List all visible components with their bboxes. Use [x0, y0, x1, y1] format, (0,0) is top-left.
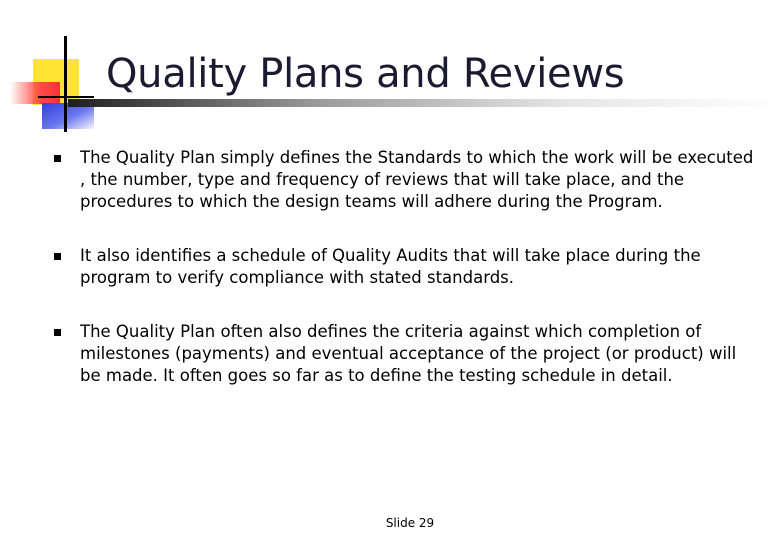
bullet-item — [54, 245, 758, 289]
slide-title: Quality Plans and Reviews — [106, 51, 625, 97]
square-bullet-icon — [54, 253, 61, 260]
bullet-list — [54, 147, 758, 387]
decorative-red-bar — [10, 82, 60, 104]
bullet-text: The Quality Plan simply defines the Standards to which the work will be executed , the number, type and frequency of reviews that will take place, and the procedures to which the design teams will adhere during the Program. — [80, 148, 754, 211]
bullet-text: The Quality Plan often also defines the criteria against which completion of milestones (payments) and eventual acceptance of the project (or product) will be made. It often goes so far as to define the testing schedule in detail. — [80, 322, 737, 385]
square-bullet-icon — [54, 329, 61, 336]
bullet-text: It also identifies a schedule of Quality Audits that will take place during the program to verify compliance with stated standards. — [80, 246, 701, 287]
bullet-item — [54, 321, 758, 387]
title-underline-rule — [68, 99, 780, 107]
square-bullet-icon — [54, 155, 61, 162]
decorative-horizontal-line — [38, 96, 94, 98]
decorative-vertical-line — [64, 36, 67, 132]
slide-number: Slide 29 — [385, 516, 435, 530]
bullet-item — [54, 147, 758, 213]
